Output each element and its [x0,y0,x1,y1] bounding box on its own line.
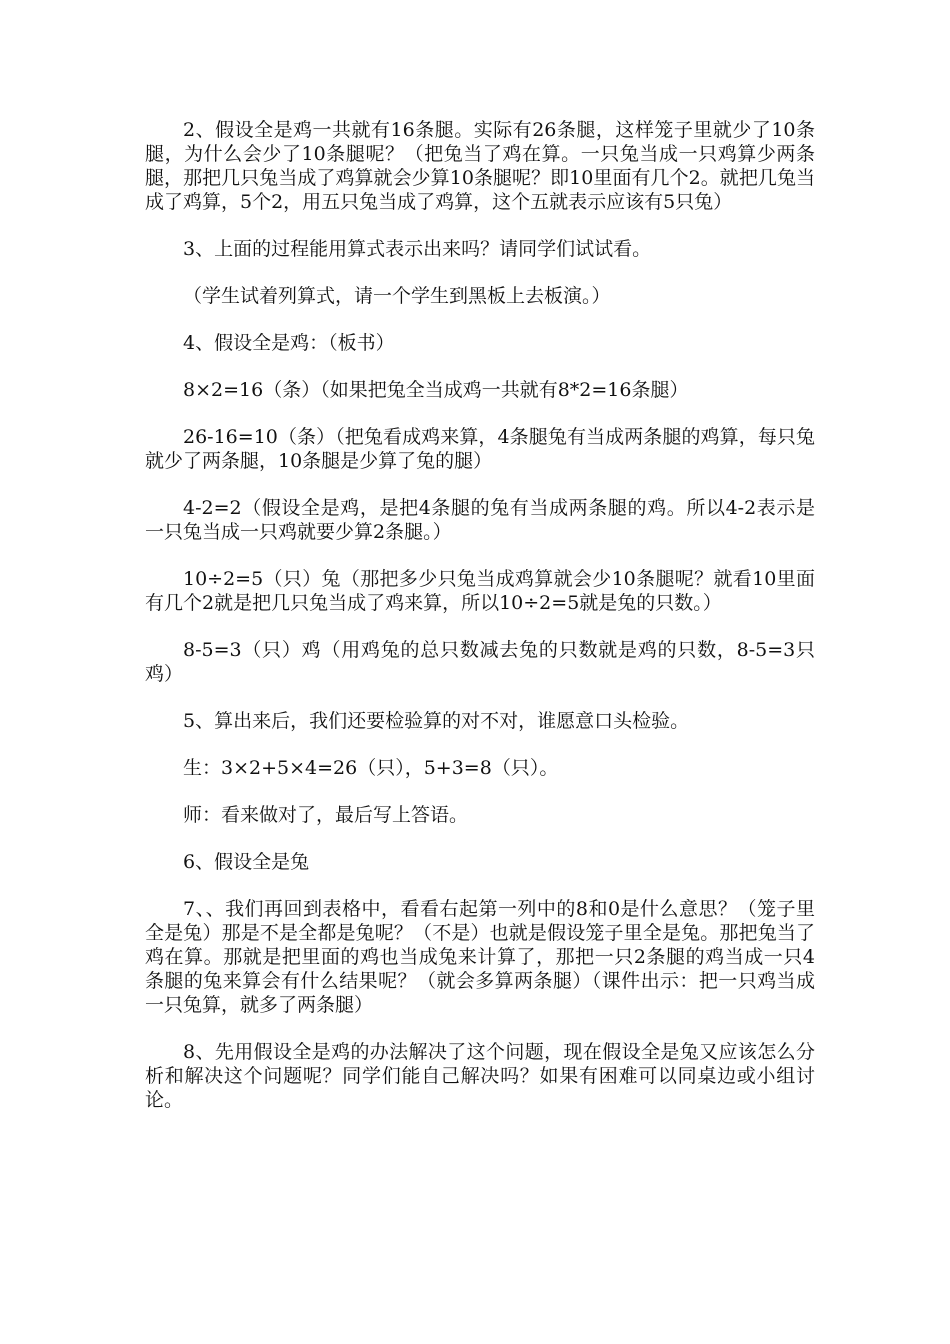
document-page [145,118,815,1135]
paragraph-equation-4-2: 4-2=2（假设全是鸡，是把4条腿的兔有当成两条腿的鸡。所以4-2表示是一只兔当成一只鸡就要少算2条腿。） [145,497,815,543]
paragraph-student-check: 生：3×2+5×4=26（只），5+3=8（只）。 [183,757,559,779]
paragraph-3-expression-question: 3、上面的过程能用算式表示出来吗？请同学们试试看。 [183,238,652,260]
paragraph-6-hypothesis-rabbit: 6、假设全是兔 [183,851,310,873]
paragraph-2-hypothesis-chicken: 2、假设全是鸡一共就有16条腿。实际有26条腿，这样笼子里就少了10条腿，为什么会少了10条腿呢？（把兔当了鸡在算。一只兔当成一只鸡算少两条腿，那把几只兔当成了鸡算就会少算10条腿呢？即10里面有几个2。就把几兔当成了鸡算，5个2，用五只兔当成了鸡算，这个五就表示应该有5只兔） [145,119,815,213]
paragraph-4-board-writing: 4、假设全是鸡：（板书） [183,332,395,354]
paragraph-7-table-review: 7、、我们再回到表格中，看看右起第一列中的8和0是什么意思？（笼子里全是兔）那是不是全都是兔呢？（不是）也就是假设笼子里全是兔。那把兔当了鸡在算。那就是把里面的鸡也当成兔来计算了，那把一只2条腿的鸡当成一只4条腿的兔来算会有什么结果呢？（就会多算两条腿）（课件出示：把一只鸡当成一只兔算，就多了两条腿） [145,898,815,1016]
paragraph-8-discussion: 8、先用假设全是鸡的办法解决了这个问题，现在假设全是兔又应该怎么分析和解决这个问题呢？同学们能自己解决吗？如果有困难可以同桌边或小组讨论。 [145,1041,815,1111]
paragraph-equation-8x2: 8×2=16（条）（如果把兔全当成鸡一共就有8*2=16条腿） [183,379,689,401]
paragraph-equation-26-16: 26-16=10（条）（把兔看成鸡来算，4条腿兔有当成两条腿的鸡算，每只兔就少了两条腿，10条腿是少算了兔的腿） [145,426,815,472]
paragraph-equation-8-5: 8-5=3（只）鸡（用鸡兔的总只数减去兔的只数就是鸡的只数，8-5=3只鸡） [145,639,815,685]
paragraph-teacher-answer: 师：看来做对了，最后写上答语。 [183,804,469,826]
paragraph-5-verification: 5、算出来后，我们还要检验算的对不对，谁愿意口头检验。 [183,710,690,732]
paragraph-equation-10div2: 10÷2=5（只）兔（那把多少只兔当成鸡算就会少10条腿呢？就看10里面有几个2就是把几只兔当成了鸡来算，所以10÷2=5就是兔的只数。） [145,568,815,614]
paragraph-student-blackboard: （学生试着列算式，请一个学生到黑板上去板演。） [183,285,611,307]
